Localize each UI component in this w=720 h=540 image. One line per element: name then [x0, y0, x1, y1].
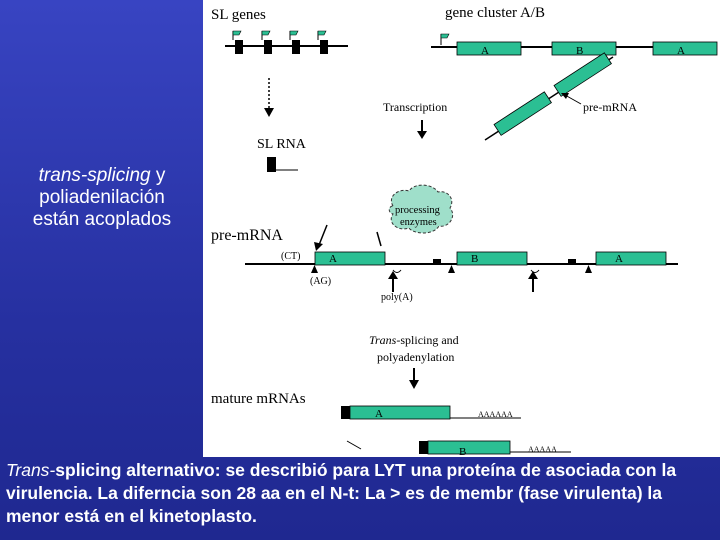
diagonal-pre-mrna: [485, 53, 613, 140]
bottom-caption: [6, 459, 718, 528]
mature-mrnas-label: mature mRNAs: [211, 391, 306, 407]
side-caption-line3: están acoplados: [32, 209, 172, 230]
mature-gene-a: A: [375, 408, 383, 420]
cluster-gene-a2: A: [677, 45, 685, 57]
pre-mrna-strand: [245, 252, 678, 273]
sl-genes-array: [225, 31, 348, 54]
pre-mrna-label: pre-mRNA: [211, 227, 283, 244]
premrna-gene-a2: A: [615, 253, 623, 265]
sl-rna-label: SL RNA: [257, 137, 306, 152]
bottom-caption-italic: Trans-: [6, 460, 56, 480]
side-caption: [4, 165, 200, 231]
side-caption-line1-rest: y: [150, 165, 166, 186]
side-caption-line1: [4, 165, 200, 187]
sl-transcription-arrow: [264, 78, 274, 117]
enzymes-label: enzymes: [400, 217, 437, 228]
processing-label: processing: [395, 205, 440, 216]
premrna-gene-a1: A: [329, 253, 337, 265]
ag-label: (AG): [310, 276, 332, 287]
cluster-gene-a1: A: [481, 45, 489, 57]
mature-gene-b: B: [459, 446, 467, 457]
processing-arrow: [409, 368, 419, 389]
sl-rna-molecule: [267, 157, 298, 172]
trans-italic: Trans: [369, 333, 397, 347]
transcription-label: Transcription: [383, 100, 448, 114]
gene-cluster-label: gene cluster A/B: [445, 5, 545, 21]
pre-mrna-pointer-arrow: [561, 93, 581, 104]
premrna-gene-b: B: [471, 253, 479, 265]
polyadenylation-label: polyadenylation: [377, 350, 455, 364]
cluster-gene-b: B: [576, 45, 584, 57]
pre-mrna-small-label: pre-mRNA: [583, 100, 637, 114]
ct-label: (CT): [281, 251, 301, 262]
polya-tail-a: AAAAAA: [478, 410, 513, 419]
gene-cluster: [431, 34, 717, 55]
trans-splicing-rest: -splicing and: [396, 333, 459, 347]
sl-genes-label: SL genes: [211, 7, 266, 23]
side-caption-italic: trans-splicing: [38, 165, 151, 186]
transcription-arrow: [417, 120, 427, 139]
polya-label: poly(A): [381, 292, 413, 303]
trans-splicing-label: [369, 333, 459, 347]
trans-splicing-diagram: [203, 0, 720, 457]
bottom-caption-text: splicing alternativo: se describió para LYT una proteína de asociada con la virulencia. La diferncia son 28 aa en el N-t: La > es de membr (fase virulenta) la menor está en el kinetoplasto.: [6, 460, 677, 526]
side-caption-line2: poliadenilación: [39, 187, 165, 208]
polya-tail-b: AAAAA: [528, 445, 557, 454]
